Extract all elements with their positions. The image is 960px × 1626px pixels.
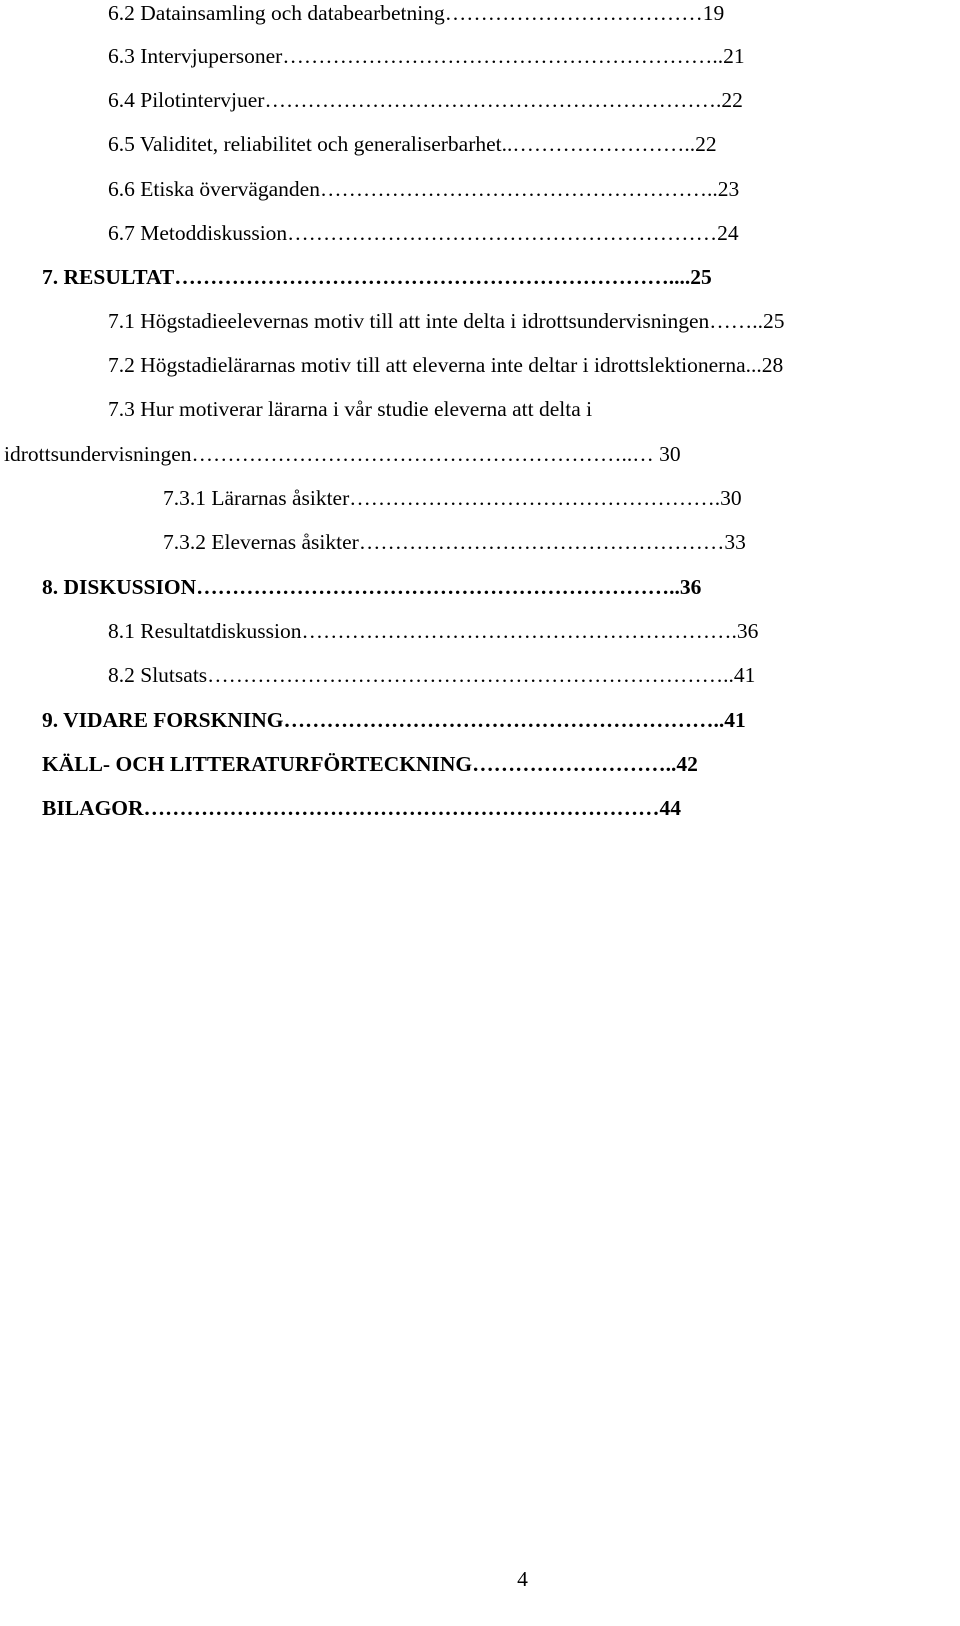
toc-entry-7-3-2: 7.3.2 Elevernas åsikter……………………………………………33 [163, 530, 746, 554]
toc-entry-6-4: 6.4 Pilotintervjuer……………………………………………………….22 [108, 88, 743, 112]
toc-entry-references: KÄLL- OCH LITTERATURFÖRTECKNING………………………..42 [42, 752, 698, 776]
toc-entry-8-2: 8.2 Slutsats………………………………………………………………..41 [108, 663, 756, 687]
toc-entry-7-1: 7.1 Högstadieelevernas motiv till att inte delta i idrottsundervisningen……..25 [108, 309, 785, 333]
page-number: 4 [517, 1567, 528, 1591]
toc-entry-6-2: 6.2 Datainsamling och databearbetning………………………………19 [108, 1, 725, 25]
toc-entry-8-1: 8.1 Resultatdiskussion…………………………………………………….36 [108, 619, 759, 643]
toc-entry-6-7: 6.7 Metoddiskussion……………………………………………………24 [108, 221, 739, 245]
toc-entry-7: 7. RESULTAT……………………………………………………………....25 [42, 265, 712, 289]
toc-entry-8: 8. DISKUSSION…………………………………………………………..36 [42, 575, 702, 599]
toc-entry-appendices: BILAGOR………………………………………………………………44 [42, 796, 682, 820]
toc-entry-6-6: 6.6 Etiska överväganden………………………………………………..23 [108, 177, 740, 201]
toc-entry-6-5: 6.5 Validitet, reliabilitet och generaliserbarhet..……………………..22 [108, 132, 717, 156]
toc-entry-9: 9. VIDARE FORSKNING……………………………………………………..41 [42, 708, 746, 732]
toc-entry-7-3: 7.3 Hur motiverar lärarna i vår studie eleverna att delta i [108, 397, 593, 421]
toc-entry-7-2: 7.2 Högstadielärarnas motiv till att eleverna inte deltar i idrottslektionerna...28 [108, 353, 784, 377]
toc-entry-6-3: 6.3 Intervjupersoner……………………………………………………..21 [108, 44, 745, 68]
toc-entry-7-3-continued: idrottsundervisningen……………………………………………………..… 30 [4, 442, 681, 466]
toc-entry-7-3-1: 7.3.1 Lärarnas åsikter…………………………………………….30 [163, 486, 742, 510]
